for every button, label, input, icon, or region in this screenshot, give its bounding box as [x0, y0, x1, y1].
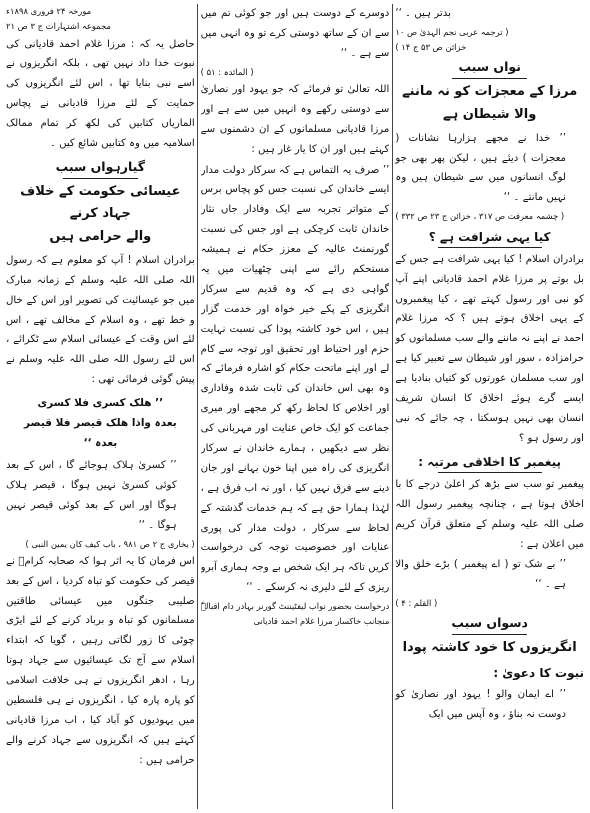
heading-underline — [438, 247, 542, 248]
section-title: والے حرامی ہیں — [49, 229, 152, 245]
section-number: دسواں سبب — [451, 615, 528, 631]
date-line: مورخہ ۲۴ فروری ۱۸۹۸ء — [6, 6, 92, 16]
subheading-text: کیا یہی شرافت ہے ؟ — [428, 229, 551, 244]
quote-paragraph: ’’ اے ایمان والو ! یہود اور نصاریٰ کو دوست نہ بناؤ ، وہ آپس میں ایک — [395, 689, 566, 721]
reference: ( ترجمہ عربی نجم الہدیٰ ص ۱۰ — [395, 26, 509, 37]
subheading — [395, 228, 584, 248]
heading-underline — [438, 472, 542, 473]
body-paragraph: برادران اسلام ! کیا یہی شرافت ہے جس کے بل بوتے پر مرزا غلام احمد قادیانی اپنے آپ کو نبی اور رسول کہتے تھے ، کیا پیغمبروں کے یہی اخلاق ہوتے ہیں ؟ کہ مرزا غلام احمد نے اپنے نہ ماننے والے سب مسلمانوں کو حرامزادہ ، سور اور شیطان سے تعبیر کیا ہے اور سب مسلمان عورتوں کو کتیاں بنادیا ہے ایسے گرے ہوئے اخلاق کا انسان شریف انسان بھی نہیں ہوسکتا ، چہ جائے کہ نبی اور رسول ہو ؟ — [395, 253, 584, 444]
subheading-text: پیغمبر کا اخلاقی مرتبہ : — [418, 454, 562, 469]
reference: ( چشمہ معرفت ص ۳۱۷ ، خزائن ج ۲۳ ص ۳۳۲ ) — [395, 211, 565, 222]
subheading: نبوت کا دعویٰ : — [493, 665, 584, 680]
reference: منجانب خاکسار مرزا غلام احمد قادیانی — [253, 616, 390, 627]
body-paragraph: برادران اسلام ! آپ کو معلوم ہے کہ رسول اللہ صلی اللہ علیہ وسلم کے زمانہ مبارک میں جو عیسائیت کی تصویر اور اس کے خال و خط تھے ، وہ اسلام کے مخالف تھے ، اس لئے اس وقت کے عیسائی اسلام سے ٹکرائے ، اس لئے رسول اللہ صلی اللہ علیہ وسلم نے پیش گوئی فرمائی تھی : — [6, 254, 195, 386]
section-title: عیسائی حکومت کے خلاف جہاد کرنے — [20, 183, 181, 222]
column-right — [395, 4, 584, 809]
arabic-hadith-line: بعدہ ‘‘ — [83, 437, 118, 450]
body-paragraph: پیغمبر تو سب سے بڑھ کر اعلیٰ درجے کا با اخلاق ہوتا ہے ، چنانچہ پیغمبر رسول اللہ صلی اللہ علیہ وسلم کے متعلق قرآن کریم میں اعلان ہے : — [395, 478, 584, 550]
continuation-line: بدتر ہیں ۔ ‘‘ — [395, 8, 451, 19]
section-number: گیارہواں سبب — [55, 158, 146, 174]
reference: ( المائدہ : ۵۱ ) — [200, 66, 254, 77]
quote-paragraph: ’’ خدا نے مجھے ہزارہا نشانات ( معجزات ) دیئے ہیں ، لیکن پھر بھی جو لوگ انسانوں میں سے شیطان ہیں وہ نہیں مانتے ۔ ‘‘ — [395, 132, 566, 204]
section-number: نواں سبب — [458, 59, 521, 75]
reference: ( بخاری ج ۲ ص ۹۸۱ ، باب کیف کان یمین النبی ) — [25, 538, 195, 549]
arabic-hadith-line: ’’ ھلک کسری فلا کسری — [37, 397, 164, 410]
body-paragraph: اس فرمان کا یہ اثر ہوا کہ صحابہ کرامؓ نے قیصر کی حکومت کو تباہ کردیا ، اس کے بعد صلیبی جنگوں میں عیسائی طاقتیں مسلمانوں کو تباہ و برباد کرنے کے لئے ایڑی چوٹی کا زور لگاتی رہیں ، گویا کہ ابتداء اسلام سے آج تک عیسائیوں سے جہاد ہوتا رہا ، ادھر انگریزوں نے ہی خلافت اسلامی کو پارہ پارہ کیا ، انگریزوں نے ہی فلسطین میں یہودیوں کو آباد کیا ، اب مرزا قادیانی کہتے ہیں کہ انگریزوں سے جہاد کرنے والے حرامی ہیں : — [6, 555, 195, 766]
section-number-heading — [6, 158, 195, 179]
reference: خزائن ص ۵۳ ج ۱۴ ) — [395, 42, 467, 53]
section-title: مرزا کے معجزات کو نہ ماننے والا شیطان ہے — [402, 84, 578, 122]
arabic-hadith-line: بعدہ واذا ھلک قیصر فلا قیصر — [23, 417, 177, 430]
quote-paragraph: ’’ بے شک تو ( اے پیغمبر ) بڑے خلق والا ہے ۔ ‘‘ — [395, 559, 566, 591]
column-divider — [197, 4, 198, 809]
reference: مجموعہ اشتہارات ج ۳ ص ۲۱ — [6, 21, 111, 32]
reference: درخواست بحضور نواب لیفٹیننٹ گورنر بہادر دام اقبالہٗ — [200, 601, 390, 612]
section-number-heading — [395, 58, 584, 79]
heading-underline — [452, 634, 527, 635]
column-divider — [392, 4, 393, 809]
quote-paragraph: ’’ کسریٰ ہلاک ہوجائے گا ، اس کے بعد کوئی کسریٰ نہیں ہوگا ، قیصر ہلاک ہوگا اور اس کے بعد کوئی قیصر نہیں ہوگا ۔ ‘‘ — [6, 459, 177, 531]
section-title: انگریزوں کا خود کاشتہ پودا — [402, 640, 577, 656]
heading-underline — [63, 178, 138, 179]
column-left — [6, 4, 195, 809]
column-middle — [201, 4, 390, 809]
body-paragraph: حاصل یہ کہ : مرزا غلام احمد قادیانی کی نبوت خدا داد نہیں تھی ، بلکہ انگریزوں نے اسے نبی بنایا تھا ، اس لئے انگریزوں کی حمایت کے لئے مرزا قادیانی نے پچاس الماریاں کتابیں کی لکھ کر تمام ممالک اسلامیہ میں وہ کتابیں شائع کیں ۔ — [6, 38, 195, 150]
quote-paragraph: دوسرے کے دوست ہیں اور جو کوئی تم میں سے ان کے ساتھ دوستی کرے تو وہ انہی میں سے ہے ۔ ‘‘ — [200, 8, 390, 59]
reference: ( القلم : ۴ ) — [395, 598, 438, 609]
section-number-heading — [395, 614, 584, 635]
subheading — [395, 453, 584, 473]
body-paragraph: اللہ تعالیٰ تو فرمائے کہ جو یہود اور نصاریٰ سے دوستی رکھے وہ انہیں میں سے ہے اور مرزا قادیانی مسلمانوں کے ان دشمنوں سے کہتے ہیں اور ان کا یار غار ہیں : — [200, 83, 390, 155]
heading-underline — [452, 78, 527, 79]
quote-paragraph: ’’ صرف یہ التماس ہے کہ سرکار دولت مدار ایسے خاندان کی نسبت جس کو پچاس برس کے متواتر تجربہ سے ایک وفادار جاں نثار خاندان ثابت کرچکی ہے اور جس کی نسبت گورنمنٹ عالیہ کے معزز حکام نے ہمیشہ مستحکم رائے سے اپنی چٹھیات میں یہ گواہی دی ہے کہ وہ قدیم سے سرکار انگریزی کے پکے خیر خواہ اور خدمت گزار ہیں ، اس خود کاشتہ پودا کی نسبت نہایت حزم اور احتیاط اور تحقیق اور توجہ سے کام لے اور اپنے ماتحت حکام کو اشارہ فرمائے کہ وہ بھی اس خاندان کی ثابت شدہ وفاداری اور اخلاص کا لحاظ رکھ کر مجھے اور میری جماعت کو ایک خاص عنایت اور مہربانی کی نظر سے دیکھیں ، ہمارے خاندان نے سرکار انگریزی کی راہ میں اپنا خون بہانے اور جان دینے سے فرق نہیں کیا ، اور نہ اب فرق ہے ، لہٰذا ہمارا حق ہے کہ ہم خدمات گذشتہ کے لحاظ سے سرکار ، دولت مدار کی پوری عنایات اور خصوصیت توجہ کی درخواست کریں تاکہ ہر ایک شخص بے وجہ ہماری آبرو ریزی کے لئے دلیری نہ کرسکے ۔ ‘‘ — [200, 164, 390, 594]
